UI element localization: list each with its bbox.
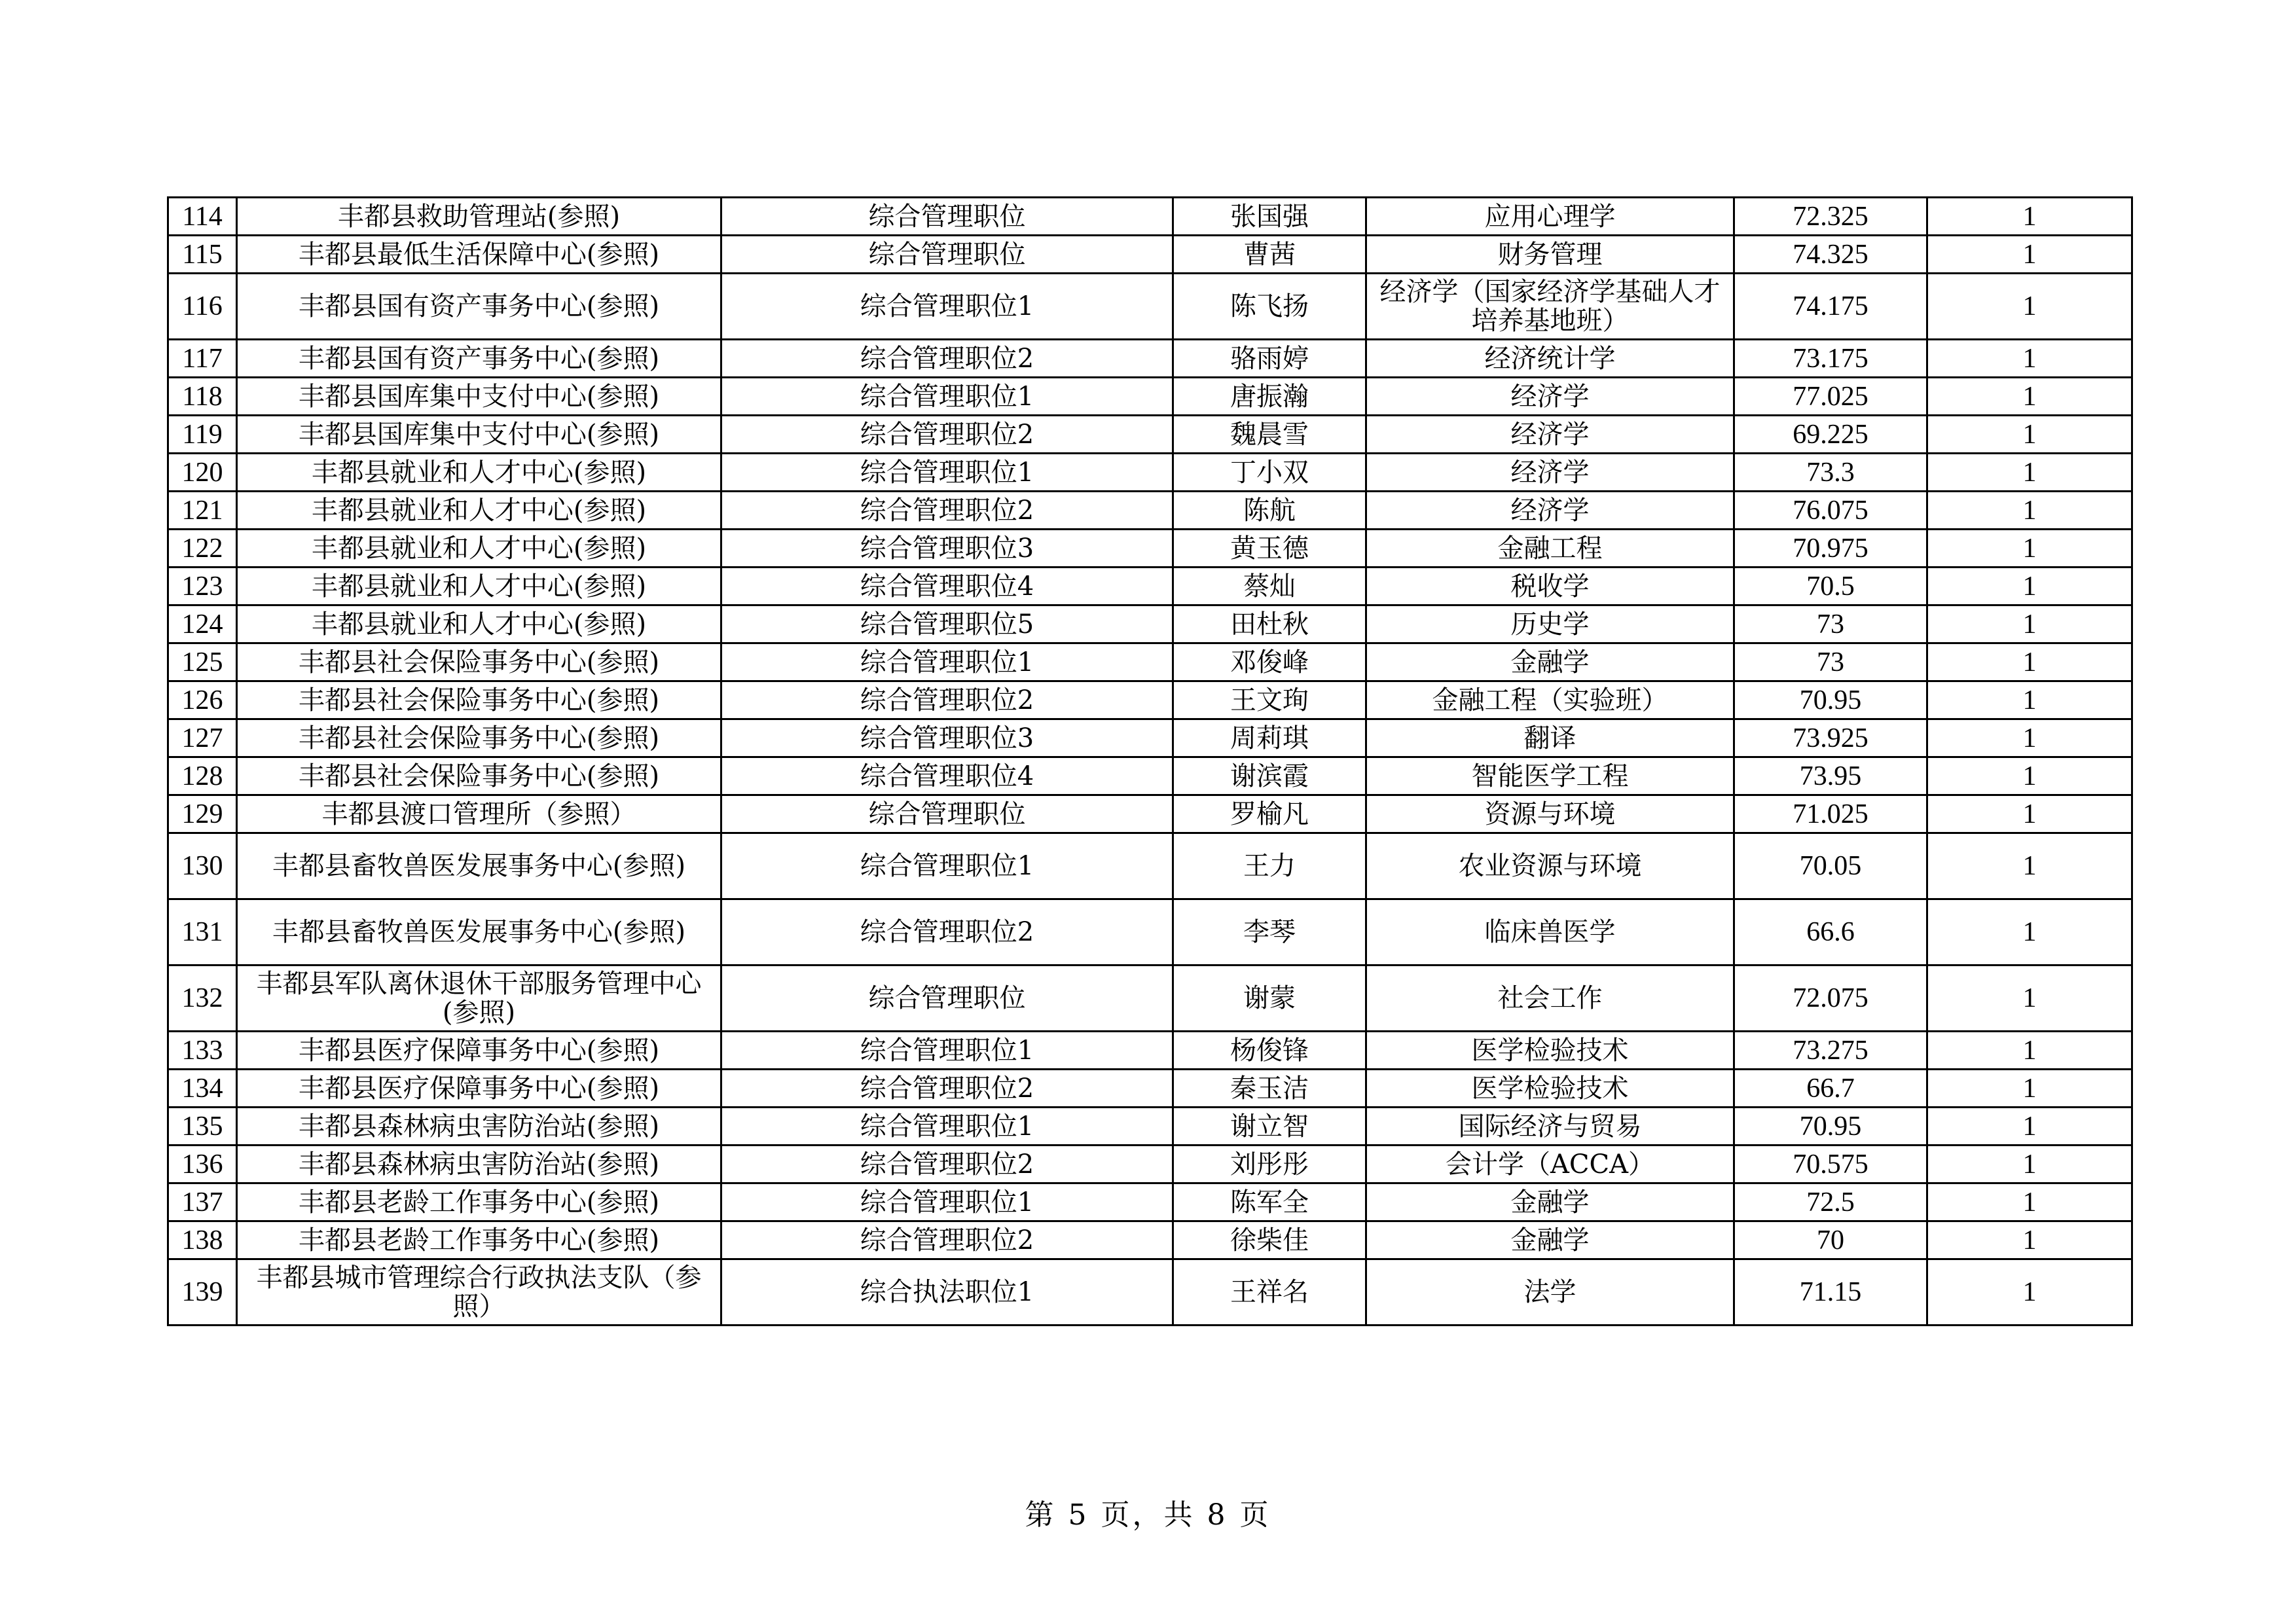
cell-score: 73.95 [1734, 757, 1927, 795]
table-row [168, 605, 2132, 643]
cell-count: 1 [1927, 340, 2132, 378]
cell-major: 临床兽医学 [1366, 899, 1734, 965]
table-row [168, 416, 2132, 454]
cell-name: 骆雨婷 [1173, 340, 1366, 378]
table-row [168, 1146, 2132, 1183]
cell-name: 邓俊峰 [1173, 643, 1366, 681]
cell-position: 综合管理职位4 [721, 568, 1173, 605]
cell-count: 1 [1927, 681, 2132, 719]
cell-score: 73 [1734, 643, 1927, 681]
cell-score: 70 [1734, 1221, 1927, 1259]
cell-name: 丁小双 [1173, 454, 1366, 492]
table-row [168, 568, 2132, 605]
cell-number: 134 [168, 1070, 237, 1108]
table-row [168, 1108, 2132, 1146]
cell-score: 70.05 [1734, 833, 1927, 899]
cell-score: 70.95 [1734, 1108, 1927, 1146]
cell-count: 1 [1927, 1146, 2132, 1183]
cell-major: 翻译 [1366, 719, 1734, 757]
cell-position: 综合管理职位2 [721, 681, 1173, 719]
cell-name: 王祥名 [1173, 1259, 1366, 1326]
cell-name: 罗榆凡 [1173, 795, 1366, 833]
cell-number: 124 [168, 605, 237, 643]
cell-position: 综合管理职位 [721, 965, 1173, 1032]
cell-name: 秦玉洁 [1173, 1070, 1366, 1108]
cell-major: 经济学 [1366, 492, 1734, 530]
cell-unit: 丰都县老龄工作事务中心(参照) [237, 1221, 721, 1259]
cell-score: 73 [1734, 605, 1927, 643]
table-row [168, 833, 2132, 899]
table-row [168, 757, 2132, 795]
cell-unit: 丰都县社会保险事务中心(参照) [237, 681, 721, 719]
table-row [168, 274, 2132, 340]
cell-position: 综合管理职位1 [721, 1032, 1173, 1070]
table-row [168, 340, 2132, 378]
cell-unit: 丰都县社会保险事务中心(参照) [237, 757, 721, 795]
cell-unit: 丰都县医疗保障事务中心(参照) [237, 1070, 721, 1108]
cell-score: 66.6 [1734, 899, 1927, 965]
cell-name: 王文珣 [1173, 681, 1366, 719]
cell-score: 73.175 [1734, 340, 1927, 378]
cell-unit: 丰都县就业和人才中心(参照) [237, 568, 721, 605]
cell-number: 128 [168, 757, 237, 795]
cell-unit: 丰都县森林病虫害防治站(参照) [237, 1146, 721, 1183]
cell-number: 118 [168, 378, 237, 416]
cell-name: 徐柴佳 [1173, 1221, 1366, 1259]
cell-number: 116 [168, 274, 237, 340]
cell-number: 135 [168, 1108, 237, 1146]
cell-count: 1 [1927, 719, 2132, 757]
cell-major: 金融学 [1366, 643, 1734, 681]
cell-count: 1 [1927, 198, 2132, 236]
cell-position: 综合管理职位 [721, 795, 1173, 833]
cell-name: 蔡灿 [1173, 568, 1366, 605]
cell-count: 1 [1927, 568, 2132, 605]
cell-score: 70.95 [1734, 681, 1927, 719]
cell-number: 121 [168, 492, 237, 530]
cell-name: 陈飞扬 [1173, 274, 1366, 340]
cell-number: 136 [168, 1146, 237, 1183]
table-row [168, 643, 2132, 681]
table-row [168, 1183, 2132, 1221]
cell-count: 1 [1927, 454, 2132, 492]
cell-count: 1 [1927, 492, 2132, 530]
cell-position: 综合管理职位2 [721, 416, 1173, 454]
cell-major: 金融工程（实验班） [1366, 681, 1734, 719]
cell-number: 126 [168, 681, 237, 719]
cell-number: 138 [168, 1221, 237, 1259]
cell-name: 陈军全 [1173, 1183, 1366, 1221]
cell-name: 王力 [1173, 833, 1366, 899]
cell-position: 综合管理职位2 [721, 899, 1173, 965]
table-row [168, 899, 2132, 965]
cell-score: 73.3 [1734, 454, 1927, 492]
cell-count: 1 [1927, 795, 2132, 833]
cell-major: 经济学 [1366, 416, 1734, 454]
cell-score: 70.975 [1734, 530, 1927, 568]
cell-position: 综合管理职位1 [721, 1108, 1173, 1146]
table-row [168, 378, 2132, 416]
cell-count: 1 [1927, 899, 2132, 965]
cell-name: 谢滨霞 [1173, 757, 1366, 795]
cell-position: 综合管理职位1 [721, 454, 1173, 492]
cell-unit: 丰都县国库集中支付中心(参照) [237, 416, 721, 454]
cell-score: 69.225 [1734, 416, 1927, 454]
cell-count: 1 [1927, 965, 2132, 1032]
cell-unit: 丰都县国有资产事务中心(参照) [237, 274, 721, 340]
table-row [168, 719, 2132, 757]
cell-major: 经济学（国家经济学基础人才培养基地班） [1366, 274, 1734, 340]
cell-major: 农业资源与环境 [1366, 833, 1734, 899]
table-row [168, 236, 2132, 274]
cell-position: 综合管理职位4 [721, 757, 1173, 795]
cell-position: 综合管理职位 [721, 236, 1173, 274]
cell-major: 历史学 [1366, 605, 1734, 643]
cell-unit: 丰都县渡口管理所（参照） [237, 795, 721, 833]
cell-major: 智能医学工程 [1366, 757, 1734, 795]
cell-name: 曹茜 [1173, 236, 1366, 274]
cell-position: 综合管理职位2 [721, 1146, 1173, 1183]
cell-position: 综合管理职位3 [721, 530, 1173, 568]
cell-number: 133 [168, 1032, 237, 1070]
cell-major: 经济学 [1366, 454, 1734, 492]
cell-unit: 丰都县森林病虫害防治站(参照) [237, 1108, 721, 1146]
cell-count: 1 [1927, 416, 2132, 454]
cell-name: 周莉琪 [1173, 719, 1366, 757]
cell-count: 1 [1927, 530, 2132, 568]
cell-score: 71.15 [1734, 1259, 1927, 1326]
cell-name: 陈航 [1173, 492, 1366, 530]
cell-unit: 丰都县畜牧兽医发展事务中心(参照) [237, 833, 721, 899]
cell-number: 120 [168, 454, 237, 492]
cell-name: 杨俊锋 [1173, 1032, 1366, 1070]
cell-unit: 丰都县社会保险事务中心(参照) [237, 719, 721, 757]
cell-score: 72.075 [1734, 965, 1927, 1032]
cell-major: 资源与环境 [1366, 795, 1734, 833]
cell-major: 税收学 [1366, 568, 1734, 605]
cell-position: 综合管理职位2 [721, 1070, 1173, 1108]
table-body [168, 198, 2132, 1326]
cell-number: 123 [168, 568, 237, 605]
cell-count: 1 [1927, 1108, 2132, 1146]
cell-count: 1 [1927, 643, 2132, 681]
cell-score: 73.925 [1734, 719, 1927, 757]
cell-unit: 丰都县救助管理站(参照) [237, 198, 721, 236]
cell-number: 119 [168, 416, 237, 454]
cell-major: 金融学 [1366, 1221, 1734, 1259]
cell-name: 李琴 [1173, 899, 1366, 965]
cell-major: 应用心理学 [1366, 198, 1734, 236]
table-row [168, 198, 2132, 236]
cell-number: 125 [168, 643, 237, 681]
cell-name: 刘彤彤 [1173, 1146, 1366, 1183]
cell-major: 医学检验技术 [1366, 1032, 1734, 1070]
cell-major: 经济统计学 [1366, 340, 1734, 378]
cell-position: 综合管理职位2 [721, 340, 1173, 378]
cell-name: 张国强 [1173, 198, 1366, 236]
cell-count: 1 [1927, 1259, 2132, 1326]
cell-major: 法学 [1366, 1259, 1734, 1326]
cell-score: 76.075 [1734, 492, 1927, 530]
cell-number: 115 [168, 236, 237, 274]
cell-position: 综合执法职位1 [721, 1259, 1173, 1326]
table-row [168, 965, 2132, 1032]
table-row [168, 795, 2132, 833]
table-row [168, 492, 2132, 530]
cell-name: 田杜秋 [1173, 605, 1366, 643]
cell-unit: 丰都县就业和人才中心(参照) [237, 492, 721, 530]
cell-score: 71.025 [1734, 795, 1927, 833]
table-row [168, 1032, 2132, 1070]
cell-unit: 丰都县就业和人才中心(参照) [237, 605, 721, 643]
cell-unit: 丰都县社会保险事务中心(参照) [237, 643, 721, 681]
cell-score: 73.275 [1734, 1032, 1927, 1070]
cell-major: 财务管理 [1366, 236, 1734, 274]
table-row [168, 1259, 2132, 1326]
cell-score: 70.5 [1734, 568, 1927, 605]
cell-unit: 丰都县畜牧兽医发展事务中心(参照) [237, 899, 721, 965]
cell-position: 综合管理职位5 [721, 605, 1173, 643]
cell-score: 70.575 [1734, 1146, 1927, 1183]
cell-unit: 丰都县医疗保障事务中心(参照) [237, 1032, 721, 1070]
cell-major: 经济学 [1366, 378, 1734, 416]
cell-number: 129 [168, 795, 237, 833]
cell-name: 谢立智 [1173, 1108, 1366, 1146]
cell-major: 会计学（ACCA） [1366, 1146, 1734, 1183]
cell-count: 1 [1927, 236, 2132, 274]
cell-name: 唐振瀚 [1173, 378, 1366, 416]
cell-number: 127 [168, 719, 237, 757]
cell-major: 医学检验技术 [1366, 1070, 1734, 1108]
candidate-table [167, 196, 2133, 1326]
cell-major: 国际经济与贸易 [1366, 1108, 1734, 1146]
cell-unit: 丰都县城市管理综合行政执法支队（参照） [237, 1259, 721, 1326]
cell-number: 130 [168, 833, 237, 899]
cell-count: 1 [1927, 1183, 2132, 1221]
cell-unit: 丰都县国库集中支付中心(参照) [237, 378, 721, 416]
cell-unit: 丰都县就业和人才中心(参照) [237, 530, 721, 568]
cell-number: 117 [168, 340, 237, 378]
cell-number: 114 [168, 198, 237, 236]
cell-count: 1 [1927, 1032, 2132, 1070]
table-row [168, 530, 2132, 568]
cell-score: 74.175 [1734, 274, 1927, 340]
cell-position: 综合管理职位3 [721, 719, 1173, 757]
cell-major: 金融工程 [1366, 530, 1734, 568]
cell-position: 综合管理职位1 [721, 643, 1173, 681]
cell-position: 综合管理职位1 [721, 833, 1173, 899]
cell-position: 综合管理职位1 [721, 378, 1173, 416]
cell-number: 139 [168, 1259, 237, 1326]
cell-number: 122 [168, 530, 237, 568]
table-row [168, 1221, 2132, 1259]
cell-major: 社会工作 [1366, 965, 1734, 1032]
cell-number: 137 [168, 1183, 237, 1221]
cell-score: 74.325 [1734, 236, 1927, 274]
table-row [168, 681, 2132, 719]
cell-unit: 丰都县最低生活保障中心(参照) [237, 236, 721, 274]
cell-count: 1 [1927, 1070, 2132, 1108]
cell-name: 谢蒙 [1173, 965, 1366, 1032]
cell-number: 132 [168, 965, 237, 1032]
cell-count: 1 [1927, 274, 2132, 340]
table-row [168, 1070, 2132, 1108]
cell-score: 72.5 [1734, 1183, 1927, 1221]
cell-number: 131 [168, 899, 237, 965]
cell-score: 77.025 [1734, 378, 1927, 416]
cell-score: 72.325 [1734, 198, 1927, 236]
cell-position: 综合管理职位2 [721, 1221, 1173, 1259]
cell-major: 金融学 [1366, 1183, 1734, 1221]
table-row [168, 454, 2132, 492]
cell-count: 1 [1927, 1221, 2132, 1259]
cell-name: 魏晨雪 [1173, 416, 1366, 454]
cell-count: 1 [1927, 605, 2132, 643]
cell-count: 1 [1927, 757, 2132, 795]
cell-position: 综合管理职位1 [721, 274, 1173, 340]
cell-unit: 丰都县老龄工作事务中心(参照) [237, 1183, 721, 1221]
cell-position: 综合管理职位1 [721, 1183, 1173, 1221]
cell-count: 1 [1927, 378, 2132, 416]
cell-unit: 丰都县军队离休退休干部服务管理中心(参照) [237, 965, 721, 1032]
cell-position: 综合管理职位2 [721, 492, 1173, 530]
page-number: 第 5 页，共 8 页 [1025, 1498, 1271, 1532]
cell-unit: 丰都县就业和人才中心(参照) [237, 454, 721, 492]
cell-name: 黄玉德 [1173, 530, 1366, 568]
cell-count: 1 [1927, 833, 2132, 899]
cell-position: 综合管理职位 [721, 198, 1173, 236]
cell-unit: 丰都县国有资产事务中心(参照) [237, 340, 721, 378]
cell-score: 66.7 [1734, 1070, 1927, 1108]
